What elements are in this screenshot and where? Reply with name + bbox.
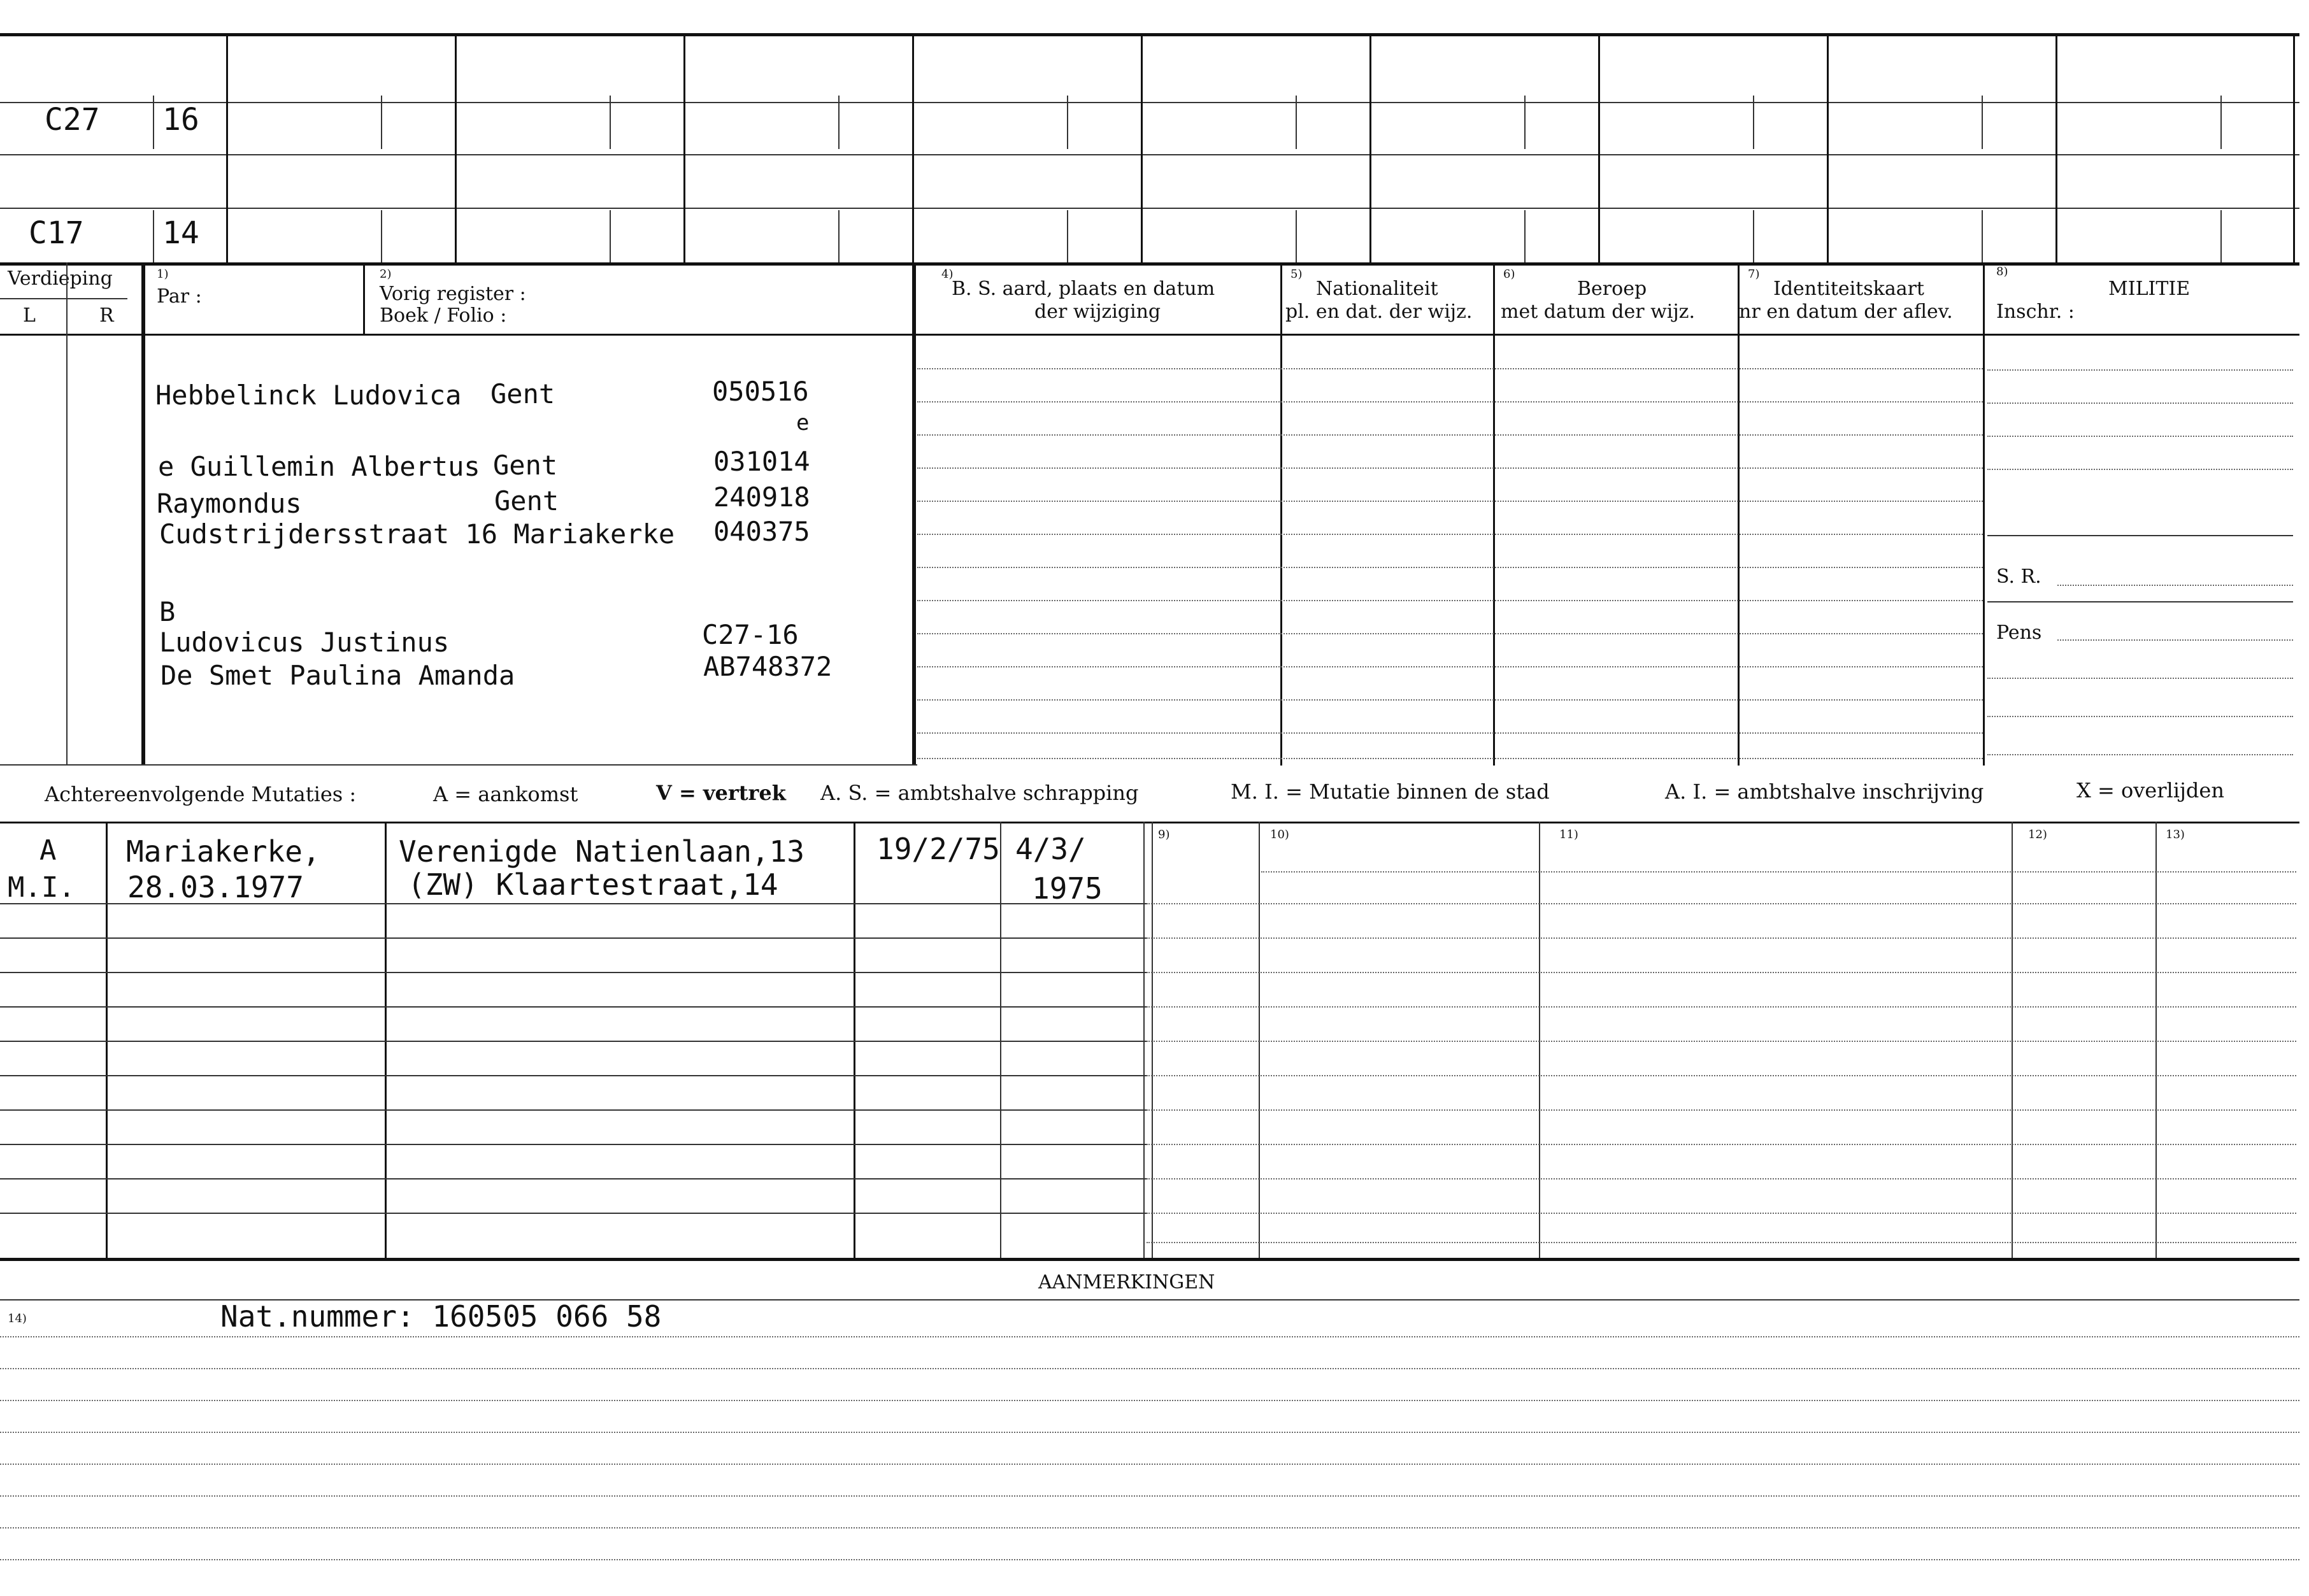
nat-nummer: Nat.nummer: 160505 066 58 [220, 1299, 662, 1334]
remarks-title: AANMERKINGEN [1038, 1271, 1215, 1293]
legend-ai: A. I. = ambtshalve inschrijving [1665, 780, 1984, 804]
inschr-label: Inschr. : [1996, 301, 2075, 323]
note-6: 6) [1503, 267, 1515, 281]
mutation-1-address: Verenigde Natienlaan,13 [399, 834, 804, 869]
grid-row-2-code: C17 [29, 215, 84, 251]
person-6-name: Ludovicus Justinus [159, 627, 450, 658]
legend-a: A = aankomst [433, 782, 578, 806]
mut-note-10: 10) [1270, 828, 1289, 841]
mutation-2-date2: 1975 [1032, 871, 1103, 906]
person-3-date: 240918 [713, 481, 810, 513]
person-marker-b: B [159, 596, 176, 627]
col-l-label: L [23, 304, 36, 327]
person-3-name: Raymondus [157, 488, 302, 519]
mutation-1-type: A [39, 834, 57, 867]
note-2: 2) [380, 267, 392, 281]
identiteit-label-1: Identiteitskaart [1773, 278, 1924, 300]
note-8: 8) [1996, 265, 2008, 278]
nationaliteit-label-2: pl. en dat. der wijz. [1285, 301, 1473, 323]
par-label: Par : [157, 285, 202, 308]
person-7-ref: AB748372 [703, 651, 833, 682]
mutation-2-address: (ZW) Klaartestraat,14 [408, 867, 778, 902]
mutation-2-place: 28.03.1977 [127, 870, 304, 904]
mutation-1-date1: 19/2/75 [876, 832, 1000, 866]
legend-v: V = vertrek [656, 781, 786, 805]
grid-row-2-number: 14 [162, 215, 199, 251]
person-2-name: e Guillemin Albertus [158, 451, 480, 482]
grid-row-1-number: 16 [162, 102, 199, 138]
person-2-place: Gent [493, 450, 558, 481]
col-r-label: R [99, 304, 114, 327]
legend-title: Achtereenvolgende Mutaties : [45, 782, 357, 806]
sr-label: S. R. [1996, 566, 2041, 588]
grid-row-1-code: C27 [45, 102, 100, 138]
identiteit-label-2: nr en datum der aflev. [1739, 301, 1953, 323]
pens-label: Pens [1996, 622, 2042, 644]
legend-as: A. S. = ambtshalve schrapping [820, 781, 1139, 805]
nationaliteit-label-1: Nationaliteit [1316, 278, 1438, 300]
mut-note-9: 9) [1158, 828, 1170, 841]
legend-x: X = overlijden [2077, 778, 2224, 802]
person-3-place: Gent [494, 485, 559, 517]
person-2-date: 031014 [713, 446, 810, 477]
person-6-ref: C27-16 [702, 619, 799, 650]
remarks-note-14: 14) [8, 1312, 27, 1325]
person-1-place: Gent [490, 378, 555, 410]
legend-mi: M. I. = Mutatie binnen de stad [1231, 780, 1550, 804]
mutation-1-date2: 4/3/ [1015, 832, 1086, 866]
note-7: 7) [1748, 267, 1760, 281]
mut-note-12: 12) [2028, 828, 2047, 841]
beroep-label-2: met datum der wijz. [1501, 301, 1695, 323]
person-1-name: Hebbelinck Ludovica [155, 380, 462, 411]
militie-label: MILITIE [2108, 278, 2191, 300]
person-1-extra: e [796, 410, 810, 436]
mut-note-11: 11) [1559, 828, 1578, 841]
note-5: 5) [1290, 267, 1303, 281]
verdieping-label: Verdieping [8, 267, 113, 290]
person-7-name: De Smet Paulina Amanda [161, 660, 515, 691]
bs-label-1: B. S. aard, plaats en datum [952, 278, 1215, 300]
mut-note-13: 13) [2166, 828, 2185, 841]
note-1: 1) [157, 267, 169, 281]
note-4: 4) [941, 267, 954, 281]
beroep-label-1: Beroep [1577, 278, 1647, 300]
person-address: Cudstrijdersstraat 16 Mariakerke [159, 518, 675, 550]
vorig-register-label: Vorig register : [380, 283, 526, 305]
mutation-2-type: M.I. [8, 871, 75, 904]
bs-label-2: der wijziging [1034, 301, 1161, 323]
person-address-date: 040375 [713, 516, 810, 547]
boek-folio-label: Boek / Folio : [380, 304, 507, 327]
mutation-1-place: Mariakerke, [126, 834, 320, 869]
person-1-date: 050516 [712, 376, 809, 407]
